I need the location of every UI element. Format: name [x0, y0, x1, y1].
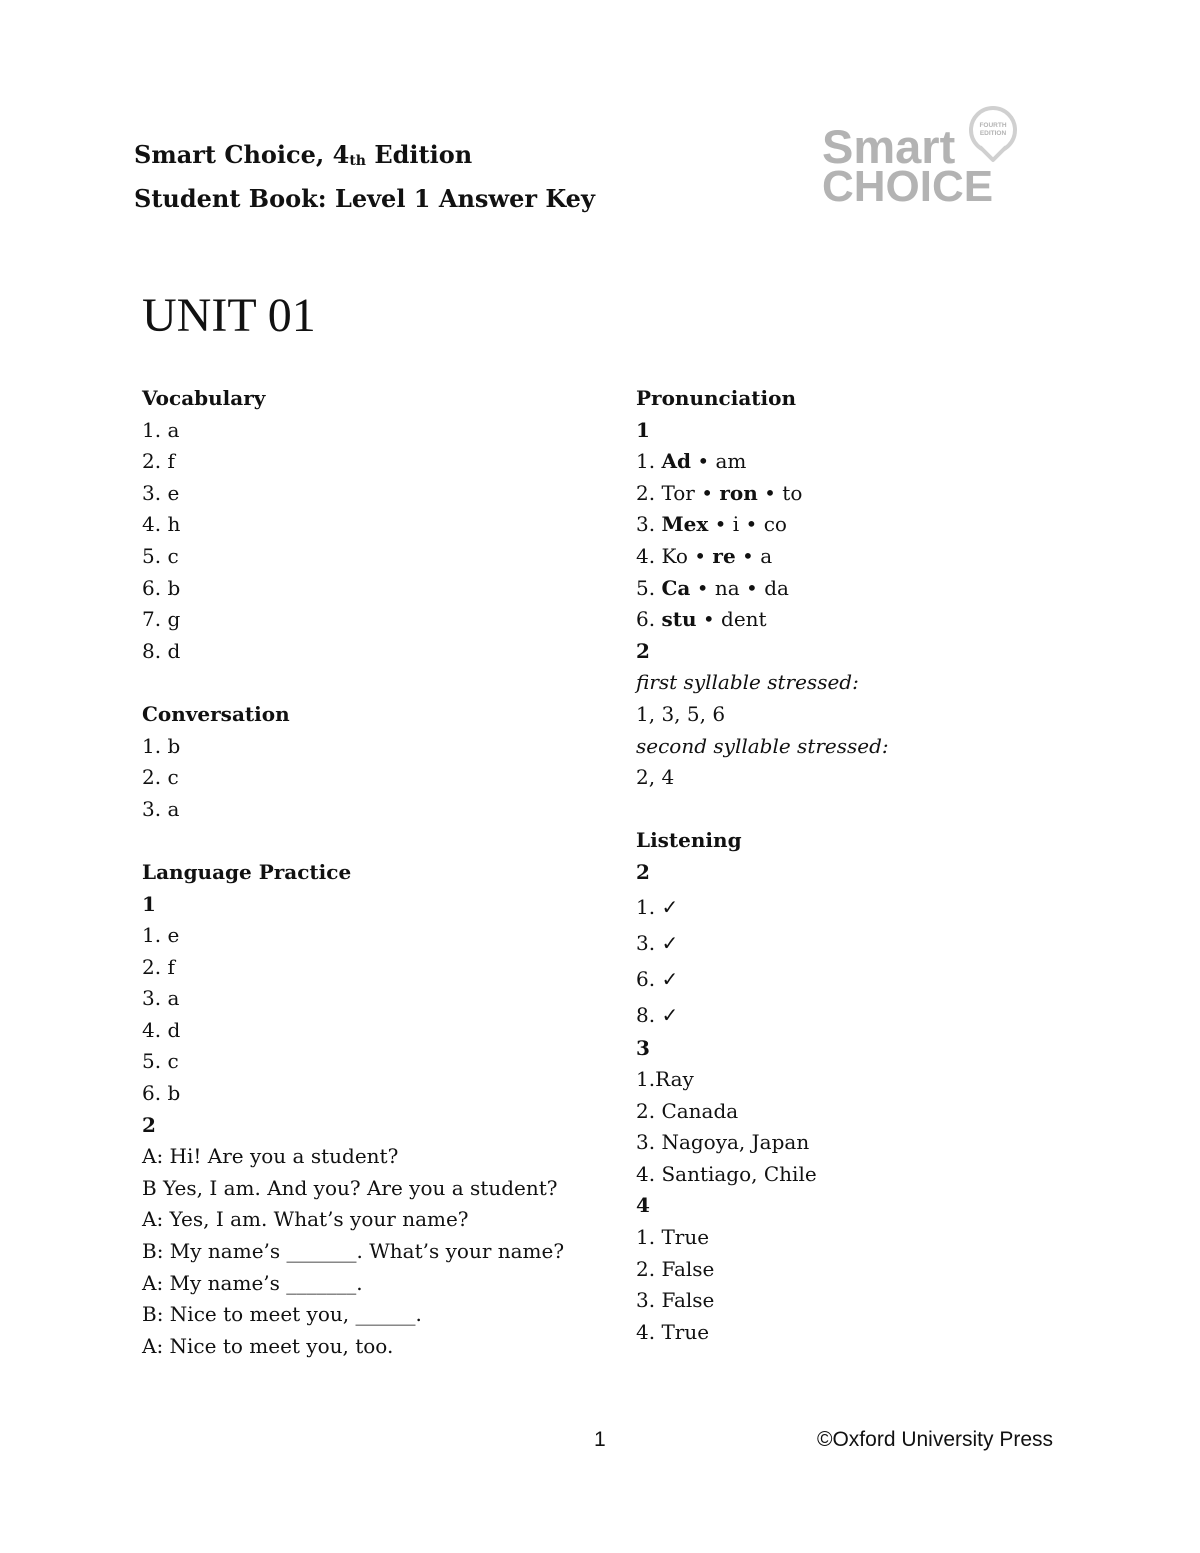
- listening-part2-list: [636, 889, 889, 1033]
- second-syllable-values: 2, 4: [636, 765, 675, 790]
- list-item: 3. e: [142, 480, 180, 505]
- list-item: 1. b: [142, 733, 181, 758]
- vocabulary-heading: Vocabulary: [142, 386, 266, 410]
- syllable: dent: [721, 607, 767, 632]
- list-item: 6. ✓: [636, 966, 679, 991]
- first-syllable-label: first syllable stressed:: [636, 670, 859, 695]
- syllable: i: [732, 512, 740, 537]
- list-item: 3. a: [142, 796, 180, 821]
- syllable: to: [782, 480, 803, 505]
- list-item: 2. c: [142, 765, 179, 790]
- unit-title: UNIT 01: [142, 289, 316, 342]
- list-item: 4. h: [142, 512, 181, 537]
- conversation-heading: Conversation: [142, 701, 290, 726]
- list-item: 4. True: [636, 1319, 710, 1344]
- stressed-syllable: ron: [719, 480, 758, 505]
- first-syllable-values: 1, 3, 5, 6: [636, 701, 726, 726]
- list-item: 4. Santiago, Chile: [636, 1161, 817, 1186]
- syllable-separator: •: [694, 480, 720, 505]
- item-number: 6.: [636, 607, 662, 632]
- list-item: 3. Nagoya, Japan: [636, 1130, 810, 1155]
- dialogue-line: B: My name’s _______. What’s your name?: [142, 1239, 565, 1264]
- syllable-separator: •: [696, 607, 722, 632]
- svg-text:FOURTH: FOURTH: [979, 122, 1007, 129]
- list-item: 8. d: [142, 638, 181, 663]
- list-item: 1.Ray: [636, 1067, 694, 1092]
- stressed-syllable: stu: [661, 607, 697, 632]
- copyright: ©Oxford University Press: [817, 1428, 1054, 1451]
- stressed-syllable: Ca: [661, 575, 691, 600]
- list-item: 6. b: [142, 575, 181, 600]
- document-title: [134, 136, 595, 217]
- pronunciation-item: [636, 604, 889, 636]
- list-item: 4. d: [142, 1017, 181, 1042]
- exercise-number: 2: [142, 1112, 156, 1137]
- syllable-separator: •: [757, 480, 783, 505]
- title-line-2: Student Book: Level 1 Answer Key: [134, 184, 595, 213]
- syllable: Tor: [661, 480, 695, 505]
- listening-part3-list: [636, 1064, 889, 1190]
- dialogue-line: A: My name’s _______.: [142, 1270, 363, 1295]
- exercise-number: 3: [636, 1035, 650, 1060]
- list-item: 8. ✓: [636, 1002, 679, 1027]
- list-item: 2. Canada: [636, 1098, 739, 1123]
- syllable-separator: •: [735, 543, 761, 568]
- pronunciation-item: [636, 573, 889, 605]
- list-item: 2. f: [142, 954, 175, 979]
- dialogue-line: A: Hi! Are you a student?: [142, 1144, 399, 1169]
- left-column: [142, 383, 564, 1362]
- page-number: 1: [594, 1428, 606, 1451]
- list-item: 7. g: [142, 607, 181, 632]
- pronunciation-item: [636, 509, 889, 541]
- language-practice-heading: Language Practice: [142, 859, 352, 884]
- edition-badge-icon: [971, 108, 1015, 160]
- item-number: 5.: [636, 575, 662, 600]
- list-item: 5. c: [142, 543, 179, 568]
- logo-word-smart: Smart: [822, 120, 956, 173]
- smart-choice-logo: [820, 100, 1025, 210]
- list-item: 1. a: [142, 417, 180, 442]
- pronunciation-heading: Pronunciation: [636, 386, 796, 410]
- list-item: 1. e: [142, 923, 180, 948]
- exercise-number: 4: [636, 1193, 650, 1218]
- item-number: 2.: [636, 480, 662, 505]
- dialogue-line: A: Nice to meet you, too.: [142, 1333, 394, 1358]
- pronunciation-item: [636, 446, 889, 478]
- syllable: co: [763, 512, 787, 537]
- conversation-list: [142, 731, 564, 826]
- syllable: a: [760, 543, 773, 568]
- list-item: 3. ✓: [636, 930, 679, 955]
- pronunciation-item: [636, 541, 889, 573]
- title-line-1: Smart Choice, 4th Edition: [134, 140, 473, 169]
- listening-part4-list: [636, 1222, 889, 1348]
- list-item: 6. b: [142, 1081, 181, 1106]
- logo-word-choice: CHOICE: [822, 162, 994, 210]
- svg-text:EDITION: EDITION: [979, 130, 1007, 137]
- exercise-number: 1: [636, 417, 650, 442]
- syllable: am: [715, 449, 747, 474]
- syllable-separator: •: [687, 543, 713, 568]
- exercise-number: 2: [636, 859, 650, 884]
- list-item: 1. True: [636, 1225, 710, 1250]
- language-practice-part1-list: [142, 920, 564, 1110]
- pronunciation-list: [636, 446, 889, 636]
- syllable: Ko: [661, 543, 688, 568]
- listening-heading: Listening: [636, 828, 742, 853]
- exercise-number: 2: [636, 638, 650, 663]
- right-column: [636, 383, 889, 1348]
- vocabulary-list: [142, 415, 564, 668]
- syllable-separator: •: [690, 449, 716, 474]
- item-number: 3.: [636, 512, 662, 537]
- second-syllable-label: second syllable stressed:: [636, 733, 889, 758]
- list-item: 3. a: [142, 986, 180, 1011]
- dialogue-list: [142, 1141, 564, 1362]
- dialogue-line: B Yes, I am. And you? Are you a student?: [142, 1175, 558, 1200]
- syllable-separator: •: [739, 512, 764, 537]
- dialogue-line: B: Nice to meet you, ______.: [142, 1302, 422, 1327]
- dialogue-line: A: Yes, I am. What’s your name?: [142, 1207, 469, 1232]
- stressed-syllable: Ad: [661, 449, 691, 474]
- syllable: da: [764, 575, 789, 600]
- stressed-syllable: re: [712, 543, 736, 568]
- item-number: 4.: [636, 543, 662, 568]
- exercise-number: 1: [142, 891, 156, 916]
- syllable-separator: •: [690, 575, 715, 600]
- list-item: 5. c: [142, 1049, 179, 1074]
- syllable: na: [714, 575, 740, 600]
- list-item: 2. False: [636, 1256, 715, 1281]
- list-item: 3. False: [636, 1288, 715, 1313]
- list-item: 1. ✓: [636, 894, 679, 919]
- stressed-syllable: Mex: [661, 512, 709, 537]
- item-number: 1.: [636, 449, 662, 474]
- list-item: 2. f: [142, 449, 175, 474]
- syllable-separator: •: [739, 575, 765, 600]
- pronunciation-item: [636, 478, 889, 510]
- syllable-separator: •: [708, 512, 733, 537]
